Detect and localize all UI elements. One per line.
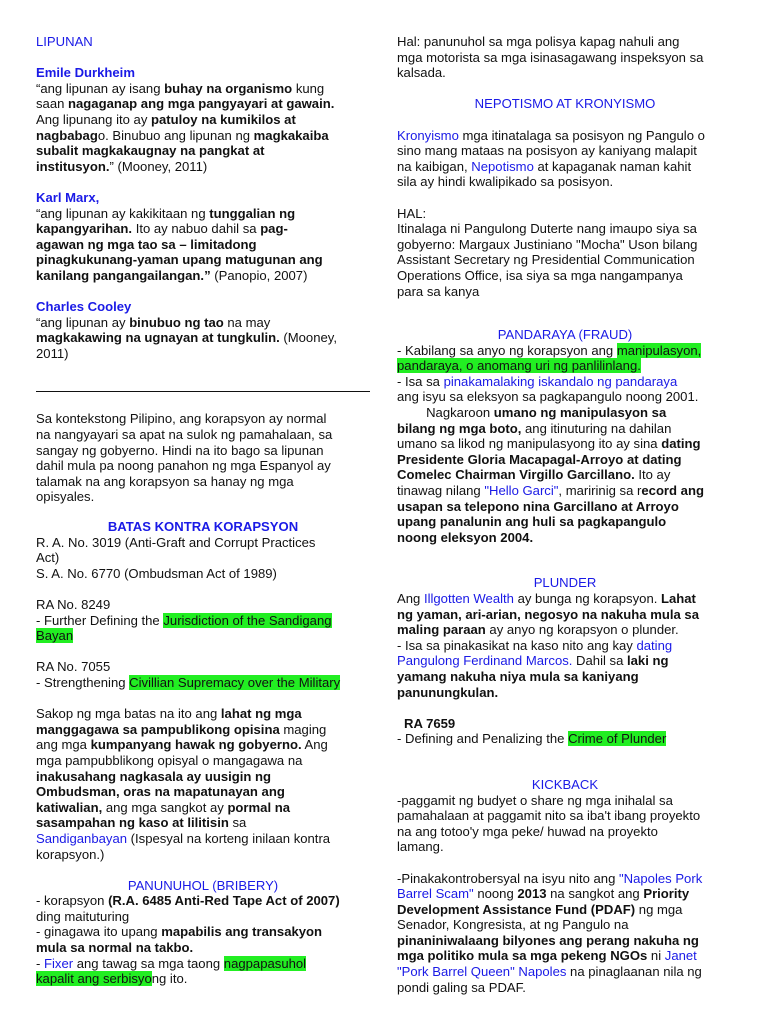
durkheim-section [36,65,370,174]
plunder-heading: PLUNDER [533,575,597,591]
highlight: Crime of Plunder [568,731,667,747]
sakop-paragraph: Sakop ng mga batas na ito ang lahat ng mga manggagawa sa pampublikong opisina maging ang mga kumpanyang hawak ng gobyerno. Ang mga pampubblikong opisyal o mangagawa na inakusahang nagkasala ay uusigin ng Ombudsman, oras na mapatunayan ang katiwalian, ang mga sangkot ay pormal na sasampahan ng kaso at lilitisin sa Sandiganbayan (Ispesyal na korteng inilaan kontra korapsyon.) [36,706,331,862]
batas-section: BATAS KONTRA KORAPSYON R. A. No. 3019 (Anti-Graft and Corrupt Practices Act) S. A. No. 6770 (Ombudsman Act of 1989) RA No. 8249 - Further Defining the Jurisdiction of the Sandigang Bayan RA No. 7055 - Strengthening Civillian Supremacy over the Military [36,519,370,691]
plunder-section: PLUNDER Ang Illgotten Wealth ay bunga ng korapsyon. Lahat ng yaman, ari-arian, negosyo na nakuha mula sa maling paraan ay anyo ng korapsyon o plunder. - Isa sa pinakasikat na kaso nito ang kay dating Pangulong Ferdinand Marcos. Dahil sa laki ng yamang nakuha niya mula sa kaniyang panunungkulan. RA 7659 - Defining and Penalizing the Crime of Plunder [397,575,733,747]
batas-heading: BATAS KONTRA KORAPSYON [107,519,299,535]
fraud-heading: PANDARAYA (FRAUD) [497,327,633,343]
marx-section [36,190,370,284]
durkheim-line: Ang lipunang ito ay patuloy na kumikilos at [36,111,296,127]
nepotismo-heading: NEPOTISMO AT KRONYISMO [474,96,656,112]
cooley-section [36,299,370,361]
bribery-section: PANUNUHOL (BRIBERY) - korapsyon (R.A. 6485 Anti-Red Tape Act of 2007) ding maituturing - ginagawa ito upang mapabilis ang transakyon mula sa normal na takbo. - Fixer ang tawag sa mga taong nagpapasuhol kapalit ang serbisyong ito. [36,878,370,987]
durkheim-name: Emile Durkheim [36,65,135,81]
highlight: Jurisdiction of the Sandigang [163,612,332,628]
highlight: nagpapasuhol [223,955,307,971]
marx-line: pinagkukunang-yaman upang matugunan ang [36,252,323,268]
right-column [397,34,733,995]
cooley-line: magkakawing na ugnayan at tungkulin. (Mooney, [36,330,337,346]
kickback-heading: KICKBACK [531,776,599,792]
bribery-heading: PANUNUHOL (BRIBERY) [127,877,279,893]
cooley-line: 2011) [36,345,69,361]
durkheim-line: subalit magkakaugnay na pangkat at [36,143,265,159]
nepotismo-section: NEPOTISMO AT KRONYISMO Kronyismo mga itinatalaga sa posisyon ng Pangulo o sino mang mataas na posisyon ay kaniyang malapit na kaibigan, Nepotismo at kapaganak naman kahit sila ay hindi kwalipikado sa posisyon. [397,96,733,190]
highlight: kapalit ang serbisyo [36,971,152,987]
fraud-section: PANDARAYA (FRAUD) - Kabilang sa anyo ng korapsyon ang manipulasyon, pandaraya, o anomang uri ng panlilinlang. - Isa sa pinakamalaking iskandalo ng pandaraya ang isyu sa eleksyon sa pagkapangulo noong 2001. Nagkaroon umano ng manipulasyon sa bilang ng mga boto, ang itinuturing na dahilan umano sa likod ng manipulasyong ito ay sina dating Presidente Gloria Macapagal-Arroyo at dating Comelec Chairman Virgillo Garcillano. Ito ay tinawag nilang "Hello Garci", maririnig sa record ang usapan sa telepono nina Garcillano at Arroyo upang panalunin ang huli sa pagkapangulo noong eleksyon 2004. [397,327,733,545]
durkheim-line: “ang lipunan ay isang buhay na organismo kung [36,80,325,96]
durkheim-line: institusyon.” (Mooney, 2011) [36,158,208,174]
cooley-name: Charles Cooley [36,299,132,315]
durkheim-line: nagbabago. Binubuo ang lipunan ng magkakaiba [36,127,329,143]
highlight: manipulasyon, [616,342,702,358]
cooley-line: “ang lipunan ay binubuo ng tao na may [36,314,271,330]
hal-example: HAL: Itinalaga ni Pangulong Duterte nang imaupo siya sa gobyerno: Margaux Justiniano "Mocha" Uson bilang Assistant Secretary ng Presidential Communication Operations Office, isa siya sa mga nangampanya para sa kanya [397,205,698,299]
highlight: pandaraya, o anomang uri ng panlilinlang. [397,358,641,374]
lipunan-title: LIPUNAN [36,34,93,49]
marx-line: kapangyarihan. Ito ay nabuo dahil sa pag- [36,221,288,237]
context-paragraph: Sa kontekstong Pilipino, ang korapsyon ay normal na nangyayari sa apat na sulok ng pamahalaan, sa sangay ng gobyerno. Hindi na ito bago sa lipunan dahil mula pa noong panahon ng mga Espanyol ay talamak na ang korapsyon sa hanay ng mga opisyales. [36,411,333,505]
highlight: Civillian Supremacy over the Military [129,674,341,690]
hal-paragraph: Hal: panunuhol sa mga polisya kapag nahuli ang mga motorista sa mga isinasagawang inspeksyon sa kalsada. [397,34,704,81]
marx-line: agawan ng mga tao sa – limitadong [36,236,257,252]
marx-line: “ang lipunan ay kakikitaan ng tunggalian ng [36,205,296,221]
marx-line: kanilang pangangailangan.” (Panopio, 2007) [36,267,308,283]
durkheim-line: saan nagaganap ang mga pangyayari at gawain. [36,96,335,112]
marx-name: Karl Marx, [36,189,100,205]
kickback-section: KICKBACK -paggamit ng budyet o share ng mga inihalal sa pamahalaan at paggamit nito sa iba't ibang proyekto na ang totoo'y mga peke/ huwad na proyekto lamang. -Pinakakontrobersyal na isyu nito ang "Napoles Pork Barrel Scam" noong 2013 na sangkot ang Priority Development Assistance Fund (PDAF) ng mga Senador, Kongresista, at ng Pangulo na pinaniniwalaang bilyones ang perang nakuha ng mga politiko mula sa mga pekeng NGOs ni Janet "Pork Barrel Queen" Napoles na pinaglaanan nila ng pondi galing sa PDAF. [397,777,733,995]
left-column [36,34,370,987]
highlight: Bayan [36,628,74,644]
